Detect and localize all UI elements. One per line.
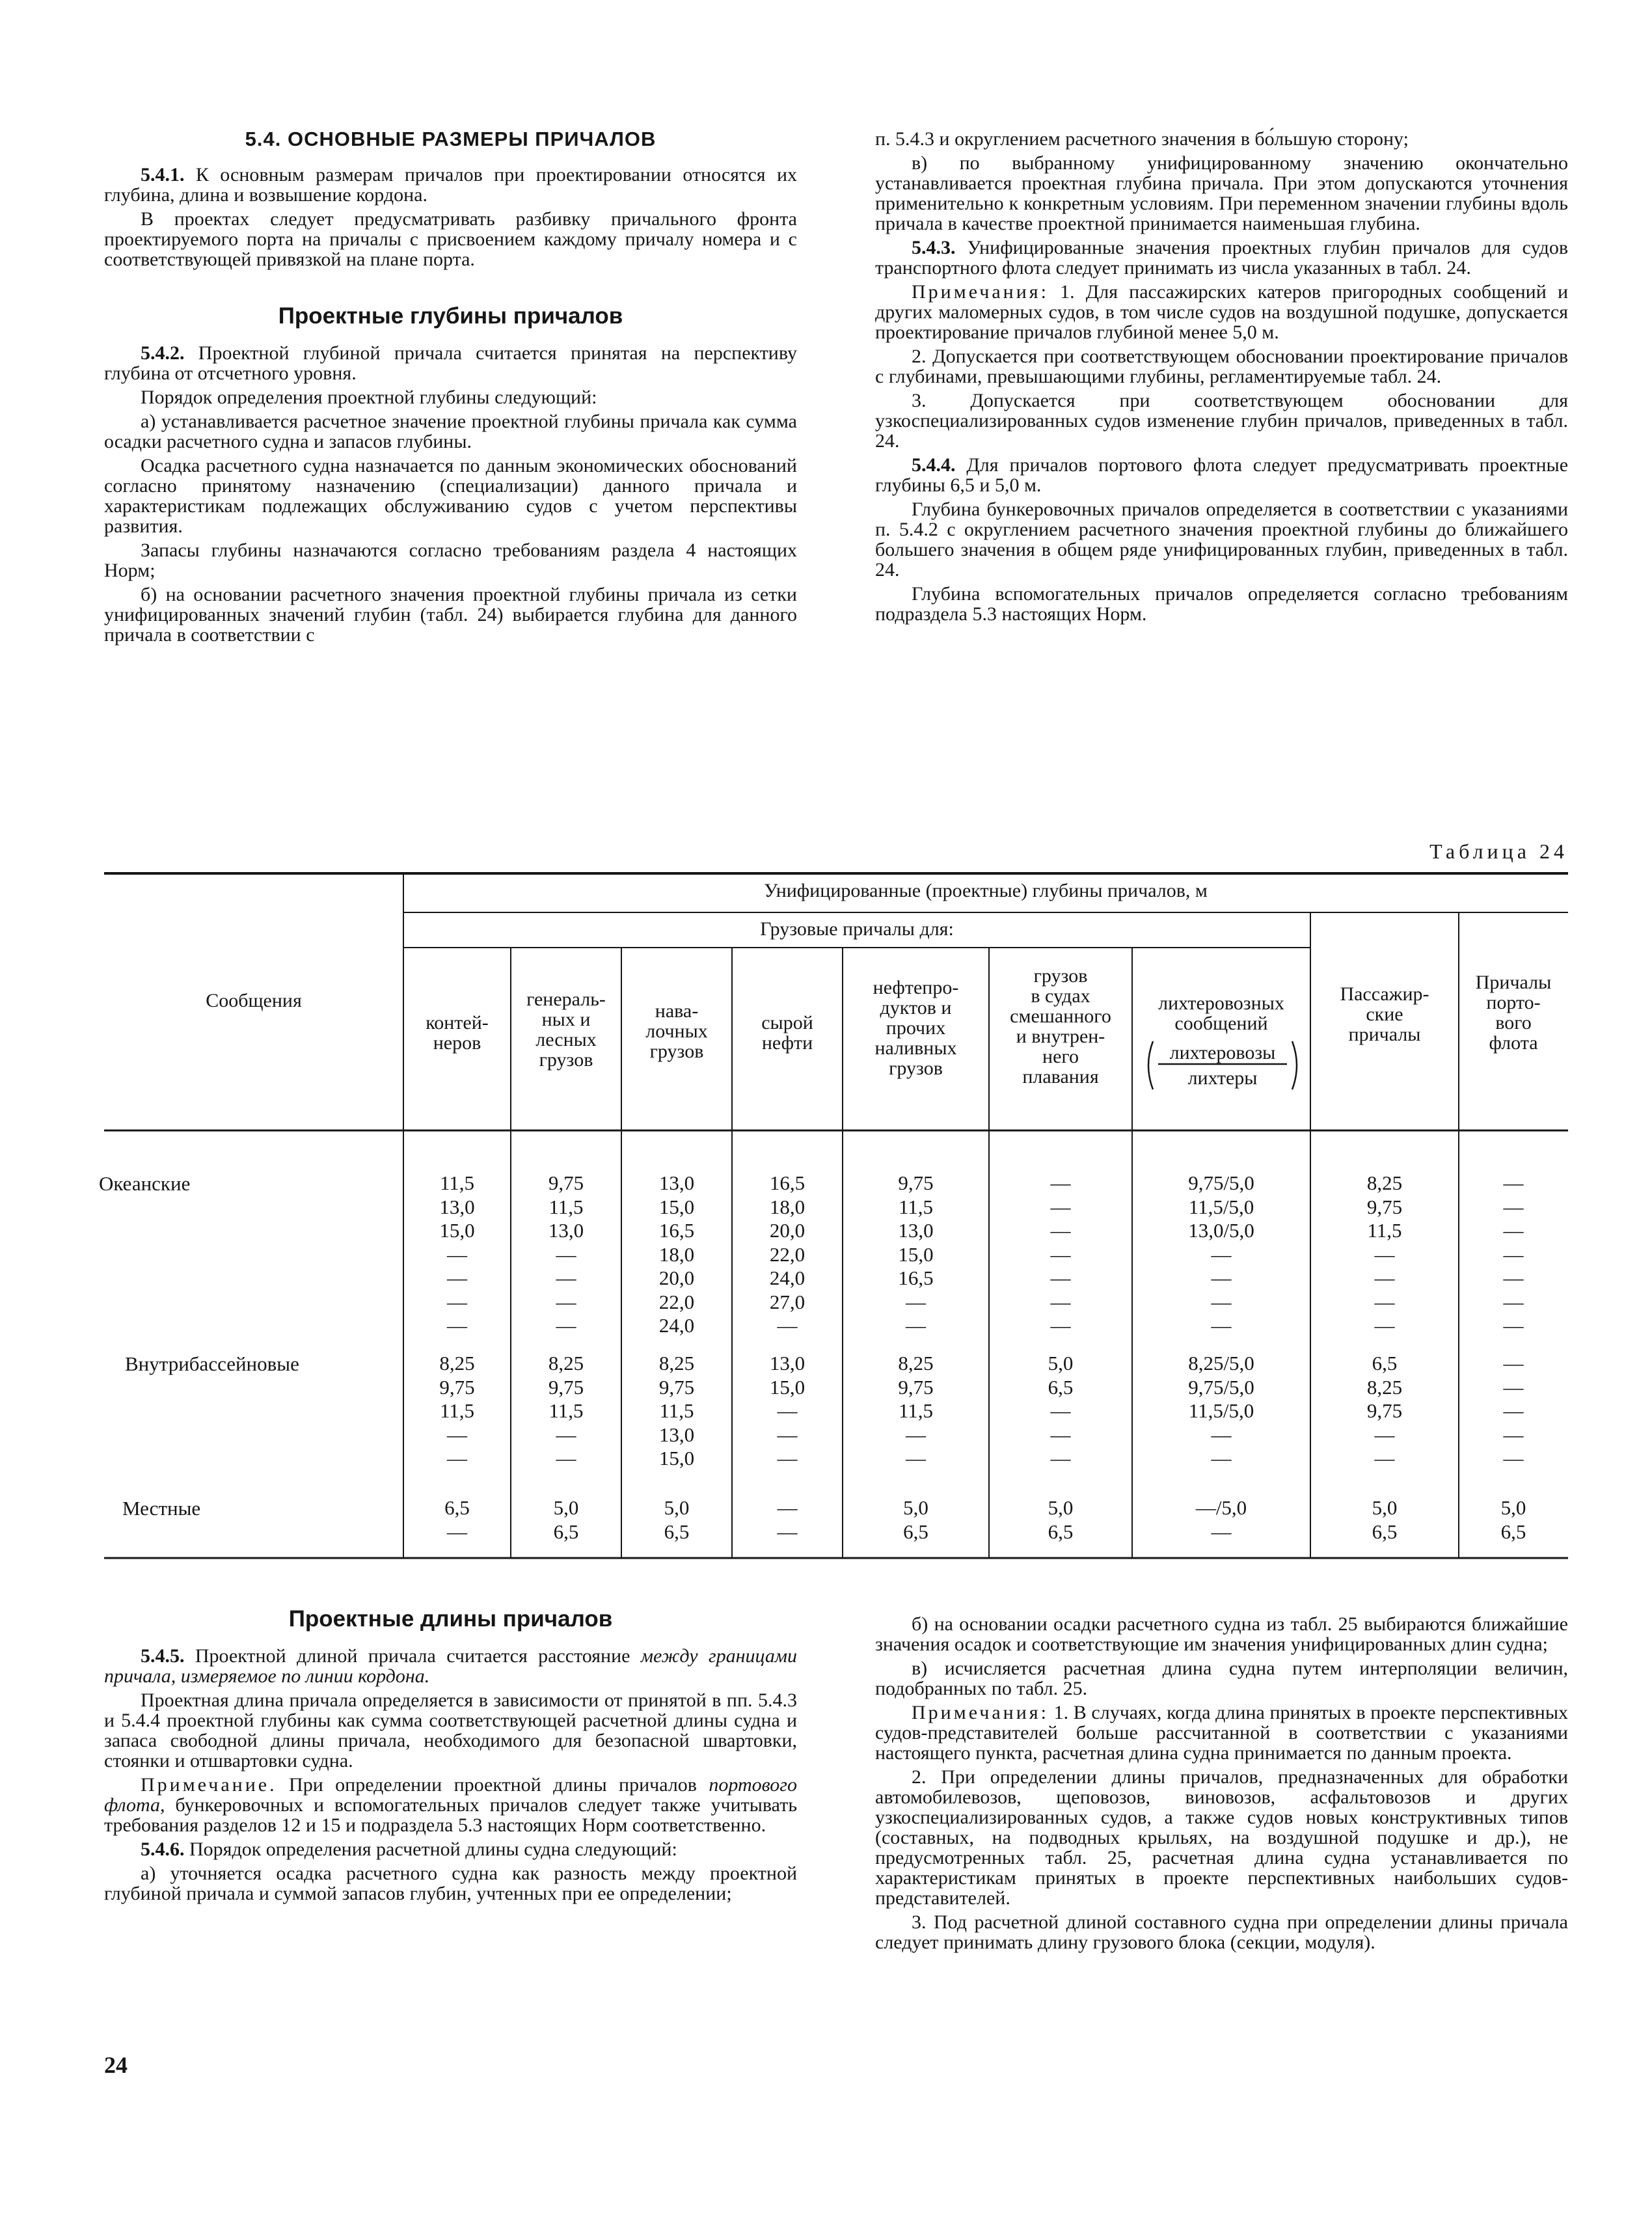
clause-number: 5.4.1. [141,164,185,185]
table-cell: — — — — — — — [1050,1171,1071,1337]
clause-number: 5.4.6. [141,1839,185,1860]
paragraph: Глубина бункеровочных причалов определяется в соответствии с указаниями п. 5.4.2 с округлением расчетного значения проектной глубины до ближайшего большего значения в общем ряде унифицированных глубин, приведенных в табл. 24. [875,499,1568,581]
table-cell: 9,75 11,5 13,0 — — — — [548,1171,584,1337]
header-containers: контей- неров [426,1012,489,1054]
table-cell: 16,5 18,0 20,0 22,0 24,0 27,0 — [769,1171,806,1337]
paragraph-text: Унифицированные значения проектных глубин причалов для судов транспортного флота следует принимать из числа указанных в табл. 24. [875,237,1569,279]
paragraph: Проектная длина причала определяется в зависимости от принятой в пп. 5.4.3 и 5.4.4 проектной глубины как сумма соответствующей расчетной длины судна и запаса свободной длины причала, необходимого для безопасной швартовки, стоянки и отшвартовки судна. [104,1689,797,1771]
clause-number: 5.4.5. [141,1645,185,1667]
note-text: 1. Для пассажирских катеров пригородных сообщений и других маломерных судов, в том числе судов на воздушной подушке, допускается проектирование причалов глубиной менее 5,0 м. [875,281,1568,343]
paragraph: а) устанавливается расчетное значение проектной глубины причала как сумма осадки расчетного судна и запасов глубины. [104,411,797,452]
note-text-italic: портового флота, [104,1774,798,1816]
header-passenger: Пассажир- ские причалы [1340,983,1429,1045]
note-text: бункеровочных и вспомогательных причалов следует также учитывать требования разделов 12 и 15 и подраздела 5.3 настоящих Норм соответственно. [104,1794,797,1836]
table-cell: 13,0 15,0 16,5 18,0 20,0 22,0 24,0 [658,1171,695,1337]
clause-number: 5.4.2. [141,342,185,364]
paragraph-text: Проектной длиной причала считается расстояние [195,1645,630,1667]
table-cell: 9,75 11,5 13,0 15,0 16,5 — — [898,1171,934,1337]
header-top: Унифицированные (проектные) глубины причалов, м [764,880,1208,901]
note-text: При определении проектной длины причалов [289,1774,697,1796]
paragraph: п. 5.4.3 и округлением расчетного значения в бо́льшую сторону; [875,128,1409,150]
table-cell: 13,0 15,0 — — — [769,1352,806,1470]
paragraph: Запасы глубины назначаются согласно требованиям раздела 4 настоящих Норм; [104,540,797,581]
row-label-inland: Внутрибассейновые [125,1352,299,1375]
clause-number: 5.4.4. [912,454,956,476]
header-lash-denominator: лихтеры [1187,1067,1258,1089]
table-cell: 11,5 13,0 15,0 — — — — [439,1171,475,1337]
row-label-local: Местные [122,1497,201,1520]
clause-number: 5.4.3. [912,237,956,258]
table-cell: 8,25 9,75 11,5 — — [439,1352,475,1470]
note-text: 1. В случаях, когда длина принятых в проекте перспективных судов-представителей больше рассчитанной в соответствии с указаниями настоящего пункта, расчетная длина судна принимается по данным проекта. [875,1702,1568,1764]
paragraph-5-4-6 [104,1839,797,1859]
paragraph-text: К основным размерам причалов при проектировании относятся их глубина, длина и возвышение кордона. [104,164,797,206]
note [104,1775,797,1835]
note-label: Примечания: [912,281,1049,303]
header-cargo-group: Грузовые причалы для: [760,918,954,940]
table-cell: 8,25 9,75 11,5 — — — — [1366,1171,1403,1337]
note-3: 3. Допускается при соответствующем обосновании для узкоспециализированных судов изменение глубин причалов, приведенных в табл. 24. [875,390,1568,452]
table-cell: 5,0 6,5 [664,1496,690,1543]
header-lash-numerator: лихтеровозы [1169,1042,1276,1063]
header-oil: нефтепро- дуктов и прочих наливных грузов [873,977,959,1079]
paragraph: в) по выбранному унифицированному значению окончательно устанавливается проектная глубина причала. При этом допускаются уточнения применительно к конкретным условиям. При переменном значении глубины вдоль причала в качестве проектной принимается наименьшая глубина. [875,152,1568,234]
section-heading: 5.4. ОСНОВНЫЕ РАЗМЕРЫ ПРИЧАЛОВ [245,128,657,150]
header-bulk: нава- лочных грузов [645,1000,708,1062]
table-cell: 8,25 9,75 11,5 — — [898,1352,934,1470]
table-cell: — — — — — [1503,1352,1524,1470]
note-label: Примечание. [141,1774,277,1796]
header-port-fleet: Причалы порто- вого флота [1475,972,1552,1054]
table-cell: 8,25 9,75 11,5 — — [548,1352,584,1470]
paragraph: Осадка расчетного судна назначается по данным экономических обоснований согласно принятому назначению (специализации) данного причала и характеристикам подлежащих обслуживанию судов с учетом перспективы развития. [104,455,797,537]
paragraph: Глубина вспомогательных причалов определяется согласно требованиям подраздела 5.3 настоящих Норм. [875,583,1568,625]
table-cell: 5,0 6,5 [903,1496,928,1543]
table-cell: 5,0 6,5 [1372,1496,1398,1543]
paragraph-text-italic: между границами причала, измеряемое по линии кордона. [104,1645,797,1687]
table-cell: 6,5 — [444,1496,470,1543]
note-1 [875,1703,1568,1763]
table-cell: 9,75/5,0 11,5/5,0 13,0/5,0 — — — — [1188,1171,1254,1337]
header-lash: лихтеровозных сообщений [1158,992,1284,1034]
table-cell: — — [777,1496,798,1543]
table-cell: 5,0 6,5 [553,1496,579,1543]
right-column-bottom [875,1614,1568,1952]
row-label-ocean: Океанские [99,1172,191,1195]
note-label: Примечания: [912,1702,1049,1723]
header-messages: Сообщения [206,990,302,1011]
paragraph: б) на основании осадки расчетного судна из табл. 25 выбираются ближайшие значения осадок и соответствующие им значения унифицированных длин судна; [875,1613,1568,1655]
table-cell: 8,25 9,75 11,5 13,0 15,0 [658,1352,695,1470]
paragraph: б) на основании расчетного значения проектной глубины причала из сетки унифицированных значений глубин (табл. 24) выбирается глубина для данного причала в соответствии с [104,584,797,646]
table-cell: 5,0 6,5 [1048,1496,1074,1543]
table-cell: —/5,0 — [1195,1496,1247,1543]
paragraph-text: Для причалов портового флота следует предусматривать проектные глубины 6,5 и 5,0 м. [875,454,1569,496]
subheading-depths: Проектные глубины причалов [278,303,623,329]
paragraph-text: Проектной глубиной причала считается принятая на перспективу глубина от отсчетного уровня. [104,342,798,384]
table-cell: — — — — — — — [1503,1171,1524,1337]
paragraph: В проектах следует предусматривать разбивку причального фронта проектируемого порта на причалы с присвоением каждому причалу номера и с соответствующей привязкой на плане порта. [104,208,797,270]
paragraph: в) исчисляется расчетная длина судна путем интерполяции величин, подобранных по табл. 25. [875,1658,1568,1699]
paragraph-text: Порядок определения расчетной длины судна следующий: [189,1839,677,1860]
table-cell: 5,0 6,5 [1500,1496,1526,1543]
header-general: генераль- ных и лесных грузов [526,989,606,1071]
header-mixed: грузов в судах смешанного и внутрен- него плавания [1010,965,1111,1087]
table-cell: 8,25/5,0 9,75/5,0 11,5/5,0 — — [1188,1352,1254,1470]
paragraph: Порядок определения проектной глубины следующий: [141,387,597,408]
note-2: 2. Допускается при соответствующем обосновании проектирование причалов с глубинами, превышающими глубины, регламентируемые табл. 24. [875,346,1568,387]
note-3: 3. Под расчетной длиной составного судна при определении длины причала следует принимать длину грузового блока (секции, модуля). [875,1911,1568,1953]
paragraph: а) уточняется осадка расчетного судна как разность между проектной глубиной причала и суммой запасов глубин, учтенных при ее определении; [104,1863,797,1904]
page-number: 24 [104,2052,128,2078]
table-cell: 6,5 8,25 9,75 — — [1366,1352,1403,1470]
table-caption: Таблица 24 [1429,840,1568,863]
table-cell: 5,0 6,5 — — — [1048,1352,1074,1470]
left-column-bottom [104,1606,798,1904]
note-2: 2. При определении длины причалов, предназначенных для обработки автомобилевозов, щеповозов, виновозов, асфальтовозов и других узкоспециализированных судов, а также судов новых конструктивных типов (составных, на подводных крыльях, на воздушной подушке и др.), не предусмотренных табл. 25, расчетная длина судна устанавливается по характеристикам принятых в проекте перспективных наибольших судов-представителей. [875,1766,1568,1909]
subheading-lengths: Проектные длины причалов [288,1606,613,1632]
header-crude: сырой нефти [761,1012,813,1054]
paragraph-5-4-5 [104,1646,797,1686]
